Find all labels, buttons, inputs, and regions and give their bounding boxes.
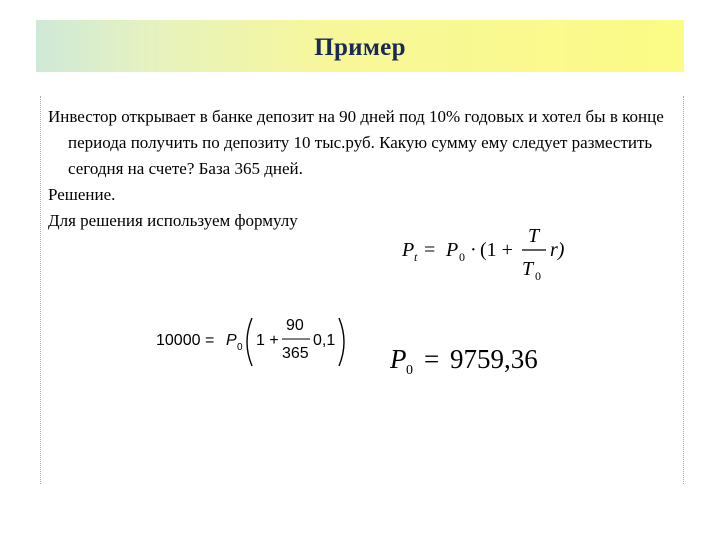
formula-eq: =	[424, 239, 436, 261]
result-value: 9759,36	[450, 344, 538, 374]
left-dotted-border	[40, 96, 41, 484]
formula-p: P	[446, 239, 459, 261]
subst-denominator: 365	[282, 345, 309, 362]
subst-lhs: 10000 =	[156, 332, 215, 349]
fraction-denominator: T	[522, 258, 534, 280]
result-p: P	[390, 344, 407, 374]
substitution-formula	[156, 312, 356, 372]
subst-numerator: 90	[286, 317, 304, 334]
general-formula	[400, 220, 580, 284]
formula-lhs: P	[402, 239, 415, 261]
subst-rate: 0,1	[313, 332, 336, 349]
fraction-numerator: T	[528, 225, 540, 247]
title-bar	[36, 20, 684, 72]
fraction-denominator-sub: 0	[535, 269, 541, 283]
formula-dot: ·	[470, 239, 477, 261]
subst-p-sub: 0	[237, 342, 243, 353]
result-p-sub: 0	[406, 363, 413, 378]
formula-intro: Для решения используем формулу	[48, 211, 298, 230]
close-paren	[339, 318, 344, 366]
result-formula	[390, 338, 560, 382]
subst-one-plus: 1 +	[256, 332, 279, 349]
slide-title: Пример	[314, 34, 406, 61]
solution-heading: Решение.	[48, 185, 116, 204]
formula-tail: r)	[550, 239, 565, 261]
formula-open: (1 +	[480, 239, 513, 261]
formula-p-sub: 0	[459, 250, 465, 264]
subst-p: P	[226, 332, 237, 349]
formula-lhs-sub: t	[414, 250, 418, 264]
right-dotted-border	[683, 96, 684, 484]
slide-body	[48, 104, 674, 234]
result-eq: =	[424, 344, 440, 374]
task-paragraph: Инвестор открывает в банке депозит на 90 дней под 10% годовых и хотел бы в конце периода получить по депозиту 10 тыс.руб. Какую сумму ему следует разместить сегодня на счете? База 365 дней.	[48, 107, 664, 178]
open-paren	[247, 318, 252, 366]
